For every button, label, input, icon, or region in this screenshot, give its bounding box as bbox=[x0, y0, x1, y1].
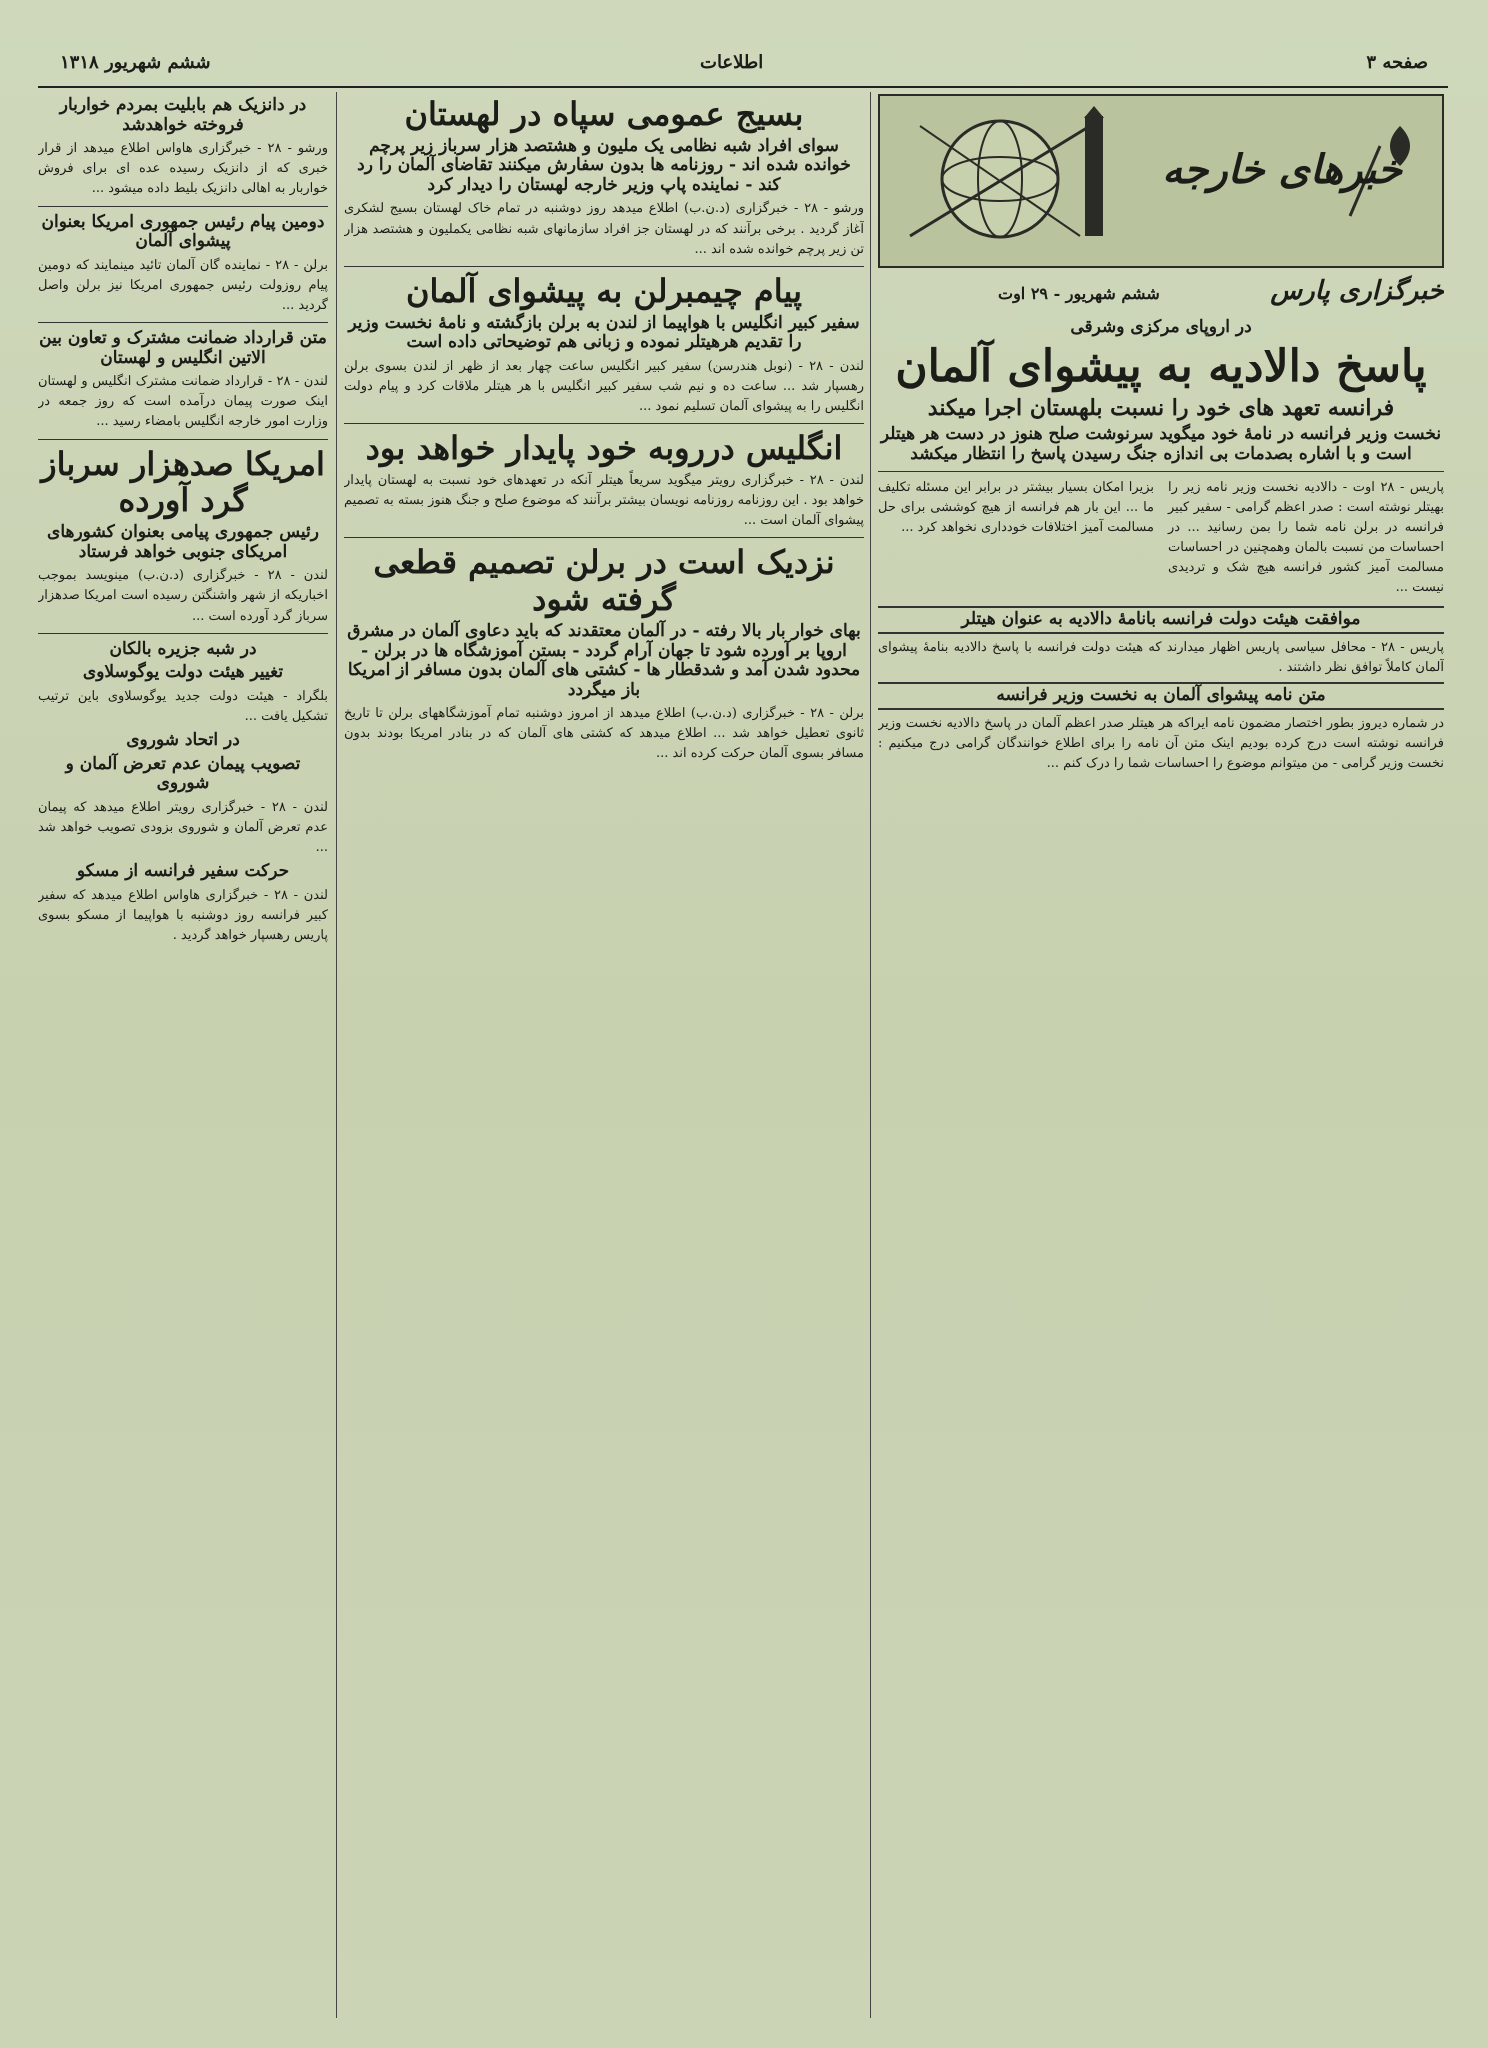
divider bbox=[38, 439, 328, 440]
column-divider bbox=[870, 92, 871, 2018]
article-text: در شماره دیروز بطور اختصار مضمون نامه ایراکه هر هیتلر صدر اعظم آلمان در پاسخ دالادیه نخست وزیر فرانسه نوشته است درج کرده بودیم اینک متن آن نامه را برای اطلاع خوانندگان گرامی درج میکنیم : نخست وزیر گرامی - من میتوانم موضوع را احساسات شما را درک کنم ... bbox=[878, 715, 1444, 772]
agency-row bbox=[878, 274, 1444, 314]
deck: سوای افراد شبه نظامی یک ملیون و هشتصد هزار سرباز زیر پرچم خوانده شده اند - روزنامه ها بدون سفارش میکنند تقاضای آلمان را رد کند - نماینده پاپ وزیر خارجه لهستان را دیدار کرد bbox=[357, 135, 851, 195]
agency-date: ششم شهریور - ۲۹ اوت bbox=[998, 284, 1160, 303]
issue-date: ششم شهریور ۱۳۱۸ bbox=[60, 52, 211, 73]
article-text: لندن - ۲۸ - خبرگزاری هاواس اطلاع میدهد که سفیر کبیر فرانسه روز دوشنبه با هواپیما از مسکو بسوی پاریس رهسپار خواهد گردید . bbox=[38, 887, 328, 943]
section-label: در شبه جزیره بالکان bbox=[109, 638, 257, 659]
divider bbox=[344, 423, 864, 424]
headline: نزدیک است در برلن تصمیم قطعی گرفته شود bbox=[373, 543, 835, 619]
headline: پیام چیمبرلن به پیشوای آلمان bbox=[405, 271, 803, 310]
kicker: در اروپای مرکزی وشرقی bbox=[1070, 317, 1252, 337]
headline: تغییر هیئت دولت یوگوسلاوی bbox=[82, 662, 284, 683]
lead-deck: نخست وزیر فرانسه در نامهٔ خود میگوید سرنوشت صلح هنوز در دست هر هیتلر است و با اشاره بصدمات بی اندازه جنگ رسیدن پاسخ را انتظار میکشد bbox=[880, 424, 1442, 464]
article-text: ورشو - ۲۸ - خبرگزاری هاواس اطلاع میدهد از قرار خبری که از دانزیک رسیده عده ای برای فروش خواربار به اهالی دانزیک بلیط داده میشود ... bbox=[38, 141, 328, 197]
middle-column bbox=[344, 92, 864, 2018]
headline: امریکا صدهزار سرباز گرد آورده bbox=[41, 444, 325, 520]
subheading: موافقت هیئت دولت فرانسه بانامهٔ دالادیه به عنوان هیتلر bbox=[878, 606, 1444, 634]
article-text: لندن - ۲۸ - خبرگزاری (د.ن.ب) مینویسد بموجب اخباریکه از شهر واشنگتن رسیده است امریکا صدهزار سرباز گرد آورده است ... bbox=[38, 568, 328, 624]
banner-title: خبرهای خارجه bbox=[1162, 146, 1402, 193]
article-text: لندن - ۲۸ - خبرگزاری رویتر اطلاع میدهد که پیمان عدم تعرض آلمان و شوروی بزودی تصویب خواهد شد ... bbox=[38, 799, 328, 855]
article-text: برلن - ۲۸ - خبرگزاری (د.ن.ب) اطلاع میدهد از امروز دوشنبه تمام آموزشگاههای برلن تا تاریخ ثانوی تعطیل خواهد شد ... اطلاع میدهد که کشتی های آلمان که در بنادر امریکا بودند بدون مسافر بسوی آلمان حرکت کرده اند ... bbox=[344, 706, 864, 762]
article-text: پاریس - ۲۸ - محافل سیاسی پاریس اظهار میدارند که هیئت دولت فرانسه با پاسخ دالادیه بنامهٔ پیشوای آلمان کاملاً توافق نظر داشتند . bbox=[878, 639, 1444, 676]
right-column bbox=[878, 92, 1444, 2018]
divider bbox=[38, 206, 328, 207]
foreign-news-banner bbox=[878, 94, 1444, 268]
subheading: متن نامه پیشوای آلمان به نخست وزیر فرانسه bbox=[878, 682, 1444, 710]
divider bbox=[878, 471, 1444, 472]
deck: بهای خوار بار بالا رفته - در آلمان معتقدند که باید دعاوی آلمان در مشرق اروپا بر آورده شود تا جهان آرام گردد - بستن آموزشگاه ها در برلن - محدود شدن آمد و شدقطار ها - کشتی های آلمان بدون مسافر از امریکا باز میگردد bbox=[347, 620, 861, 700]
divider bbox=[344, 266, 864, 267]
page-label: صفحه ۳ bbox=[1366, 52, 1428, 73]
article-text: ورشو - ۲۸ - خبرگزاری (د.ن.ب) اطلاع میدهد روز دوشنبه در تمام خاک لهستان بسیج لشکری آغاز گردید . برخی برآنند که در لهستان جز افراد سازمانهای شبه نظامی یکملیون و هشتصد هزار تن زیر پرچم خوانده شده اند ... bbox=[344, 201, 864, 257]
agency-name: خبرگزاری پارس bbox=[1270, 276, 1444, 306]
headline: متن قرارداد ضمانت مشترک و تعاون بین الاتین انگلیس و لهستان bbox=[39, 328, 327, 368]
headline: در دانزیک هم بابلیت بمردم خواربار فروخته خواهدشد bbox=[59, 95, 307, 135]
article-text: برلن - ۲۸ - نماینده گان آلمان تائید مینمایند که دومین پیام روزولت رئیس جمهوری امریکا نیز برلن واصل گردید ... bbox=[38, 257, 328, 313]
paper-name: اطلاعات bbox=[700, 52, 764, 73]
headline: دومین پیام رئیس جمهوری امریکا بعنوان پیشوای آلمان bbox=[41, 211, 325, 252]
deck: رئیس جمهوری پیامی بعنوان کشورهای امریکای جنوبی خواهد فرستاد bbox=[47, 522, 319, 562]
headline: بسیج عمومی سپاه در لهستان bbox=[404, 95, 804, 133]
divider bbox=[344, 537, 864, 538]
lead-subhead: فرانسه تعهد های خود را نسبت بلهستان اجرا میکند bbox=[927, 395, 1395, 422]
divider bbox=[38, 633, 328, 634]
article-text: پاریس - ۲۸ اوت - دالادیه نخست وزیر نامه زیر را بهیتلر نوشته است : صدر اعظم گرامی - سفیر کبیر فرانسه در برلن نامه شما را بمن رسانید ... در احساسات من نسبت بالمان وهمچنین در احساسات مسالمت آمیز کشور فرانسه هیچ شک و تردیدی نیست ... bbox=[1168, 479, 1444, 596]
left-column bbox=[38, 92, 328, 2018]
section-label: در اتحاد شوروی bbox=[126, 730, 240, 751]
lead-body bbox=[878, 478, 1444, 603]
headline: حرکت سفیر فرانسه از مسکو bbox=[76, 861, 290, 882]
article-text: بزیرا امکان بسیار بیشتر در برابر این مسئله تکلیف ما ... این بار هم فرانسه از هیچ کوششی برای حل مسالمت آمیز اختلافات خودداری نخواهد کرد ... bbox=[878, 479, 1154, 535]
article-text: بلگراد - هیئت دولت جدید یوگوسلاوی باین ترتیب تشکیل یافت ... bbox=[38, 688, 328, 724]
lead-headline: پاسخ دالادیه به پیشوای آلمان bbox=[895, 340, 1427, 392]
article-text: لندن - ۲۸ - (نوبل هندرسن) سفیر کبیر انگلیس ساعت چهار بعد از ظهر از لندن بسوی برلن رهسپار شد ... ساعت ده و نیم شب سفیر کبیر انگلیس با هر هیتلر ملاقات کرد و پیام دولت انگلیس را به پیشوای آلمان تسلیم نمود ... bbox=[344, 358, 864, 415]
article-text: لندن - ۲۸ - خبرگزاری رویتر میگوید سریعاً هیتلر آنکه در تعهدهای خود نسبت به لهستان پایدار خواهد بود . این روزنامه روزنامه نویسان بیشتر برآنند که موضوع صلح و جنگ هنوز بسته به تصمیم پیشوای آلمان است ... bbox=[344, 472, 864, 529]
article-text: لندن - ۲۸ - قرارداد ضمانت مشترک انگلیس و لهستان اینک صورت پیمان درآمده است که روز جمعه در وزارت امور خارجه انگلیس بامضاء رسید ... bbox=[38, 374, 328, 430]
headline: تصویب پیمان عدم تعرض آلمان و شوروی bbox=[65, 753, 301, 794]
divider bbox=[38, 322, 328, 323]
deck: سفیر کبیر انگلیس با هواپیما از لندن به برلن بازگشته و نامهٔ نخست وزیر را تقدیم هرهیتلر نموده و زبانی هم توضیحاتی داده است bbox=[348, 312, 860, 353]
column-divider bbox=[336, 92, 337, 2018]
headline: انگلیس درروبه خود پایدار خواهد بود bbox=[365, 429, 843, 468]
top-rule bbox=[38, 86, 1448, 88]
